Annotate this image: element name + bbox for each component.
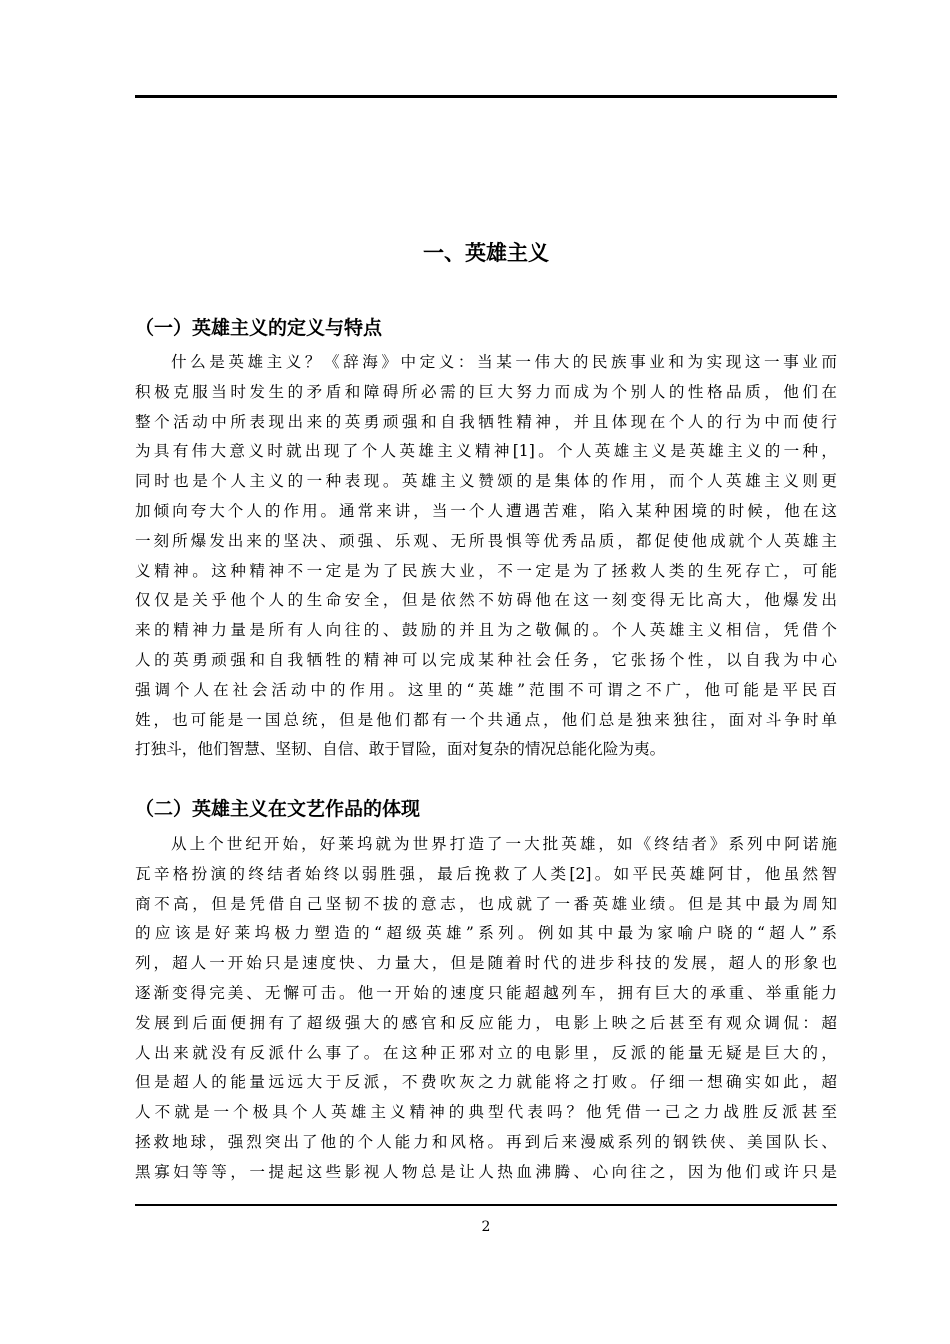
body-text-line: 为具有伟大意义时就出现了个人英雄主义精神[1]。个人英雄主义是英雄主义的一种，: [135, 442, 837, 461]
body-text-line: 拯救地球，强烈突出了他的个人能力和风格。再到后来漫威系列的钢铁侠、美国队长、: [135, 1132, 837, 1151]
chapter-title: 一、英雄主义: [423, 241, 549, 265]
section-heading-1: （一）英雄主义的定义与特点: [135, 317, 383, 339]
body-text-line: 人的英勇顽强和自我牺牲的精神可以完成某种社会任务，它张扬个性，以自我为中心: [135, 650, 837, 669]
body-text-line: 整个活动中所表现出来的英勇顽强和自我牺牲精神，并且体现在个人的行为中而使行: [135, 412, 837, 431]
body-text-line: 逐渐变得完美、无懈可击。他一开始的速度只能超越列车，拥有巨大的承重、举重能力: [135, 983, 837, 1002]
body-text-line: 来的精神力量是所有人向往的、鼓励的并且为之敬佩的。个人英雄主义相信，凭借个: [135, 621, 837, 640]
section-heading-2: （二）英雄主义在文艺作品的体现: [135, 798, 421, 820]
body-text-line: 瓦辛格扮演的终结者始终以弱胜强，最后挽救了人类[2]。如平民英雄阿甘，他虽然智: [135, 864, 837, 883]
body-text-line: 姓，也可能是一国总统，但是他们都有一个共通点，他们总是独来独往，面对斗争时单: [135, 710, 837, 729]
body-text-line: 列，超人一开始只是速度快、力量大，但是随着时代的进步科技的发展，超人的形象也: [135, 954, 837, 973]
section-1-body: [135, 348, 837, 765]
body-text-line: 人不就是一个极具个人英雄主义精神的典型代表吗？他凭借一己之力战胜反派甚至: [135, 1103, 837, 1122]
body-text-line: 强调个人在社会活动中的作用。这里的“英雄”范围不可谓之不广，他可能是平民百: [135, 680, 837, 699]
body-text-line: 积极克服当时发生的矛盾和障碍所必需的巨大努力而成为个别人的性格品质，他们在: [135, 382, 837, 401]
body-text-line: 加倾向夸大个人的作用。通常来讲，当一个人遭遇苦难，陷入某种困境的时候，他在这: [135, 501, 837, 520]
header-rule: [135, 95, 837, 98]
body-text-line: 什么是英雄主义？《辞海》中定义：当某一伟大的民族事业和为实现这一事业而: [171, 353, 837, 371]
body-text-line: 同时也是个人主义的一种表现。英雄主义赞颂的是集体的作用，而个人英雄主义则更: [135, 472, 837, 491]
body-text-line: 人出来就没有反派什么事了。在这种正邪对立的电影里，反派的能量无疑是巨大的，: [135, 1043, 837, 1062]
body-text-line: 的应该是好莱坞极力塑造的“超级英雄”系列。例如其中最为家喻户晓的“超人”系: [135, 924, 837, 943]
body-text-line: 从上个世纪开始，好莱坞就为世界打造了一大批英雄，如《终结者》系列中阿诺施: [171, 835, 837, 853]
body-text-line: 但是超人的能量远远大于反派，不费吹灰之力就能将之打败。仔细一想确实如此，超: [135, 1073, 837, 1092]
page-number: 2: [481, 1219, 491, 1235]
body-text-line: 一刻所爆发出来的坚决、顽强、乐观、无所畏惧等优秀品质，都促使他成就个人英雄主: [135, 531, 837, 550]
body-text-line: 发展到后面便拥有了超级强大的感官和反应能力，电影上映之后甚至有观众调侃：超: [135, 1013, 837, 1032]
body-text-line: 仅仅是关乎他个人的生命安全，但是依然不妨碍他在这一刻变得无比高大，他爆发出: [135, 591, 837, 610]
section-2-body: [135, 830, 837, 1188]
body-text-line: 打独斗，他们智慧、坚韧、自信、敢于冒险，面对复杂的情况总能化险为夷。: [135, 740, 666, 759]
body-text-line: 义精神。这种精神不一定是为了民族大业，不一定是为了拯救人类的生死存亡，可能: [135, 561, 837, 580]
body-text-line: 黑寡妇等等，一提起这些影视人物总是让人热血沸腾、心向往之，因为他们或许只是: [135, 1162, 837, 1181]
footer-rule: [135, 1204, 837, 1206]
body-text-line: 商不高，但是凭借自己坚韧不拔的意志，也成就了一番英雄业绩。但是其中最为周知: [135, 894, 837, 913]
